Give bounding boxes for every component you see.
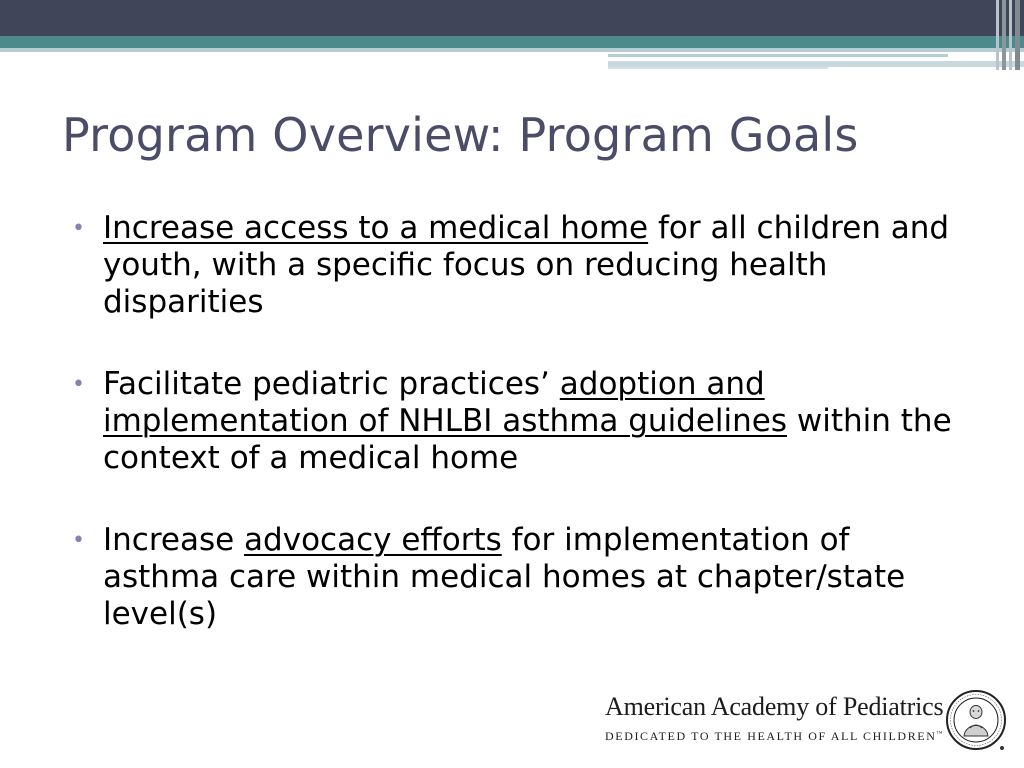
header-stripe <box>608 54 948 57</box>
bullet-icon: • <box>72 528 85 553</box>
bullet-text: within the context of a medical home <box>103 403 952 476</box>
header-banner-light <box>0 48 1024 52</box>
logo-tagline-text: DEDICATED TO THE HEALTH OF ALL CHILDREN <box>605 729 937 743</box>
bullet-icon: • <box>72 216 85 241</box>
bullet-text-underlined: advocacy efforts <box>244 522 502 558</box>
header-banner-teal <box>0 36 1024 48</box>
header-banner-dark <box>0 0 1024 36</box>
bullet-item <box>72 366 952 477</box>
bullet-text: for implementation of asthma care within medical homes at chapter/state level(s) <box>103 522 906 632</box>
logo-name: American Academy of Pediatrics <box>605 692 944 721</box>
trademark-mark: ™ <box>936 731 943 737</box>
bullet-icon: • <box>72 372 85 397</box>
slide-title: Program Overview: Program Goals <box>62 108 859 162</box>
bullet-item <box>72 522 952 633</box>
bullet-text-underlined: Increase access to a medical home <box>103 210 649 246</box>
bullet-text-underlined: adoption and implementation of NHLBI asthma guidelines <box>103 366 788 439</box>
bullet-list <box>72 210 952 678</box>
header-vertical-bars <box>994 0 1024 70</box>
aap-logo <box>600 688 1012 758</box>
bullet-text: for all children and youth, with a specific focus on reducing health disparities <box>103 210 950 320</box>
bullet-item <box>72 210 952 321</box>
logo-tagline <box>605 729 942 744</box>
bullet-text: Increase <box>103 522 245 558</box>
aap-seal-icon <box>944 688 1008 752</box>
bullet-text: Facilitate pediatric practices’ <box>103 366 560 402</box>
header-stripe <box>608 67 828 69</box>
